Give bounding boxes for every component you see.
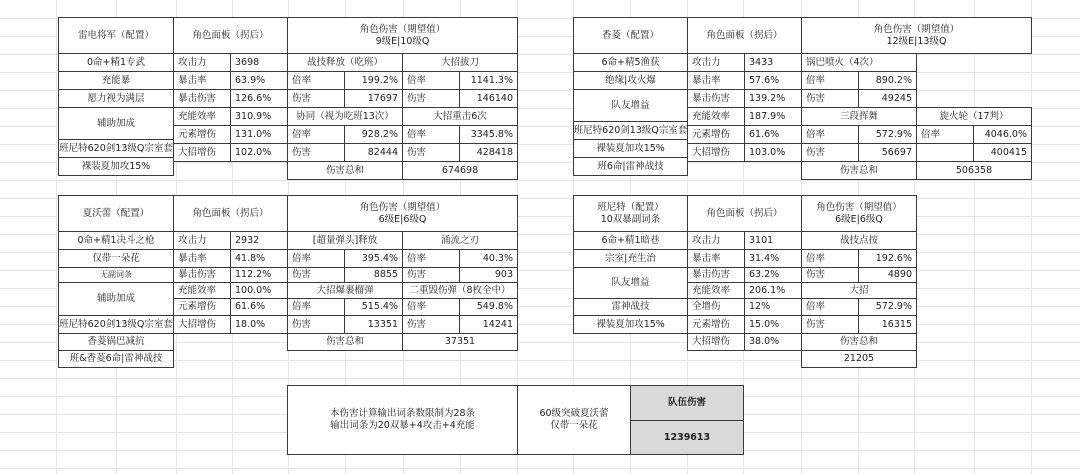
panel-stat-value: 15.0% xyxy=(744,315,802,334)
row-value: 17697 xyxy=(344,89,403,108)
config-item: 班尼特620剑13级Q宗室套 xyxy=(58,139,174,158)
row-value: 13351 xyxy=(344,315,403,334)
config-item: 仅带一朵花 xyxy=(58,249,174,268)
row-value: 199.2% xyxy=(344,71,403,90)
row-value: 4046.0% xyxy=(973,125,1032,144)
panel-stat-label: 攻击力 xyxy=(687,53,745,72)
row-label: 倍率 xyxy=(287,125,345,144)
config-item: 辅助加成 xyxy=(58,282,174,316)
panel-stat-value: 41.8% xyxy=(230,249,288,268)
panel-stat-label: 元素增伤 xyxy=(173,298,231,316)
chevreuse-note xyxy=(517,385,631,455)
chevreuse-note-line: 60级突破夏沃蕾 xyxy=(539,408,609,420)
config-item: 0命+精1决斗之枪 xyxy=(58,231,174,250)
row-value: 3345.8% xyxy=(459,125,518,144)
skill-header: 协同（视为吃班13次） xyxy=(287,107,403,126)
row-value: 1141.3% xyxy=(459,71,518,90)
panel-stat-label: 暴击率 xyxy=(687,249,745,268)
panel-stat-value: 139.2% xyxy=(744,89,802,108)
calc-note xyxy=(287,385,518,455)
panel-stat-value: 61.6% xyxy=(744,125,802,144)
config-item: 无副词条 xyxy=(58,267,174,283)
panel-stat-label: 暴击伤害 xyxy=(687,89,745,108)
calc-note-line: 输出词条为20双暴+4攻击+4充能 xyxy=(330,420,475,431)
grid-line xyxy=(0,180,1080,181)
skill-header: 大招爆裹榴弹 xyxy=(287,282,403,299)
panel-stat-value: 187.9% xyxy=(744,107,802,126)
damage-title-text: 角色伤害（期望值） xyxy=(359,23,446,35)
config-item: 0命+精1专武 xyxy=(58,53,174,72)
panel-stat-value: 310.9% xyxy=(230,107,288,126)
row-label: 倍率 xyxy=(801,125,859,144)
panel-stat-label: 充能效率 xyxy=(687,282,745,299)
panel-stat-label: 暴击率 xyxy=(173,71,231,90)
panel-stat-label: 充能效率 xyxy=(687,107,745,126)
damage-title-text: 角色伤害（期望值） xyxy=(873,23,960,35)
damage-subtitle: 9级E|10级Q xyxy=(375,35,430,47)
row-value: 395.4% xyxy=(344,249,403,268)
panel-stat-value: 112.2% xyxy=(230,267,288,283)
total-label: 伤害总和 xyxy=(801,161,917,180)
damage-title xyxy=(287,17,518,54)
total-label: 伤害总和 xyxy=(287,333,403,351)
config-item: 班尼特620剑13级Q宗室套 xyxy=(573,121,688,140)
row-value: 572.9% xyxy=(858,298,917,316)
config-title: 香菱（配置） xyxy=(573,17,688,54)
skill-header: 锅巴喷火（4次） xyxy=(801,53,917,72)
config-item: 香菱锅巴减抗 xyxy=(58,333,174,351)
config-item: 裸装夏加攻15% xyxy=(58,157,174,176)
skill-header: 涌流之刃 xyxy=(402,231,518,250)
row-label: 伤害 xyxy=(287,315,345,334)
row-label: 倍率 xyxy=(801,298,859,316)
team-damage-label: 队伍伤害 xyxy=(630,385,744,421)
panel-title: 角色面板（拐后） xyxy=(687,17,802,54)
total-value: 21205 xyxy=(801,350,917,368)
config-item: 宗室|充生治 xyxy=(573,249,688,268)
config-title-text: 班尼特（配置） xyxy=(597,201,664,213)
config-title: 夏沃蕾（配置） xyxy=(58,195,174,232)
skill-header: [超量弹头]释放 xyxy=(287,231,403,250)
panel-stat-label: 大招增伤 xyxy=(173,143,231,162)
panel-stat-label: 大招增伤 xyxy=(687,333,745,351)
total-label: 伤害总和 xyxy=(287,161,403,180)
chevreuse-note-line: 仅带一朵花 xyxy=(550,420,598,431)
row-label: 倍率 xyxy=(801,71,859,90)
panel-stat-label: 攻击力 xyxy=(687,231,745,250)
damage-title xyxy=(801,17,1032,54)
config-item: 6命+精5渔获 xyxy=(573,53,688,72)
skill-header: 二重毁伤弹（8枚全中） xyxy=(402,282,518,299)
damage-title xyxy=(801,195,917,232)
config-item: 6命+精1暗巷 xyxy=(573,231,688,250)
skill-header: 大招重击6次 xyxy=(402,107,518,126)
row-label: 倍率 xyxy=(402,125,460,144)
panel-stat-value: 103.0% xyxy=(744,143,802,162)
row-value: 192.6% xyxy=(858,249,917,268)
config-item: 裸装夏加攻15% xyxy=(573,315,688,334)
panel-stat-label: 元素增伤 xyxy=(173,125,231,144)
config-item: 辅助加成 xyxy=(58,107,174,140)
skill-header: 战技点按 xyxy=(801,231,917,250)
row-label: 倍率 xyxy=(916,125,974,144)
panel-stat-label: 暴击伤害 xyxy=(173,267,231,283)
row-value: 928.2% xyxy=(344,125,403,144)
total-value: 506358 xyxy=(916,161,1032,180)
damage-title xyxy=(287,195,518,232)
panel-stat-label: 暴击率 xyxy=(173,249,231,268)
grid-line xyxy=(1031,0,1032,474)
row-label: 倍率 xyxy=(402,249,460,268)
row-label: 倍率 xyxy=(402,71,460,90)
config-subtitle: 10双暴副词条 xyxy=(600,213,661,225)
panel-stat-value: 3433 xyxy=(744,53,802,72)
panel-stat-value: 3101 xyxy=(744,231,802,250)
row-value: 4890 xyxy=(858,267,917,283)
row-value: 82444 xyxy=(344,143,403,162)
panel-stat-value: 63.9% xyxy=(230,71,288,90)
panel-stat-value: 18.0% xyxy=(230,315,288,334)
skill-header: 旋火轮（17判） xyxy=(916,107,1032,126)
damage-subtitle: 6级E|6级Q xyxy=(378,213,427,225)
panel-stat-value: 61.6% xyxy=(230,298,288,316)
config-item: 班&香菱6命|雷神战技 xyxy=(58,350,174,368)
row-label: 倍率 xyxy=(287,71,345,90)
panel-title: 角色面板（拐后） xyxy=(173,195,288,232)
row-value: 903 xyxy=(459,267,518,283)
row-label xyxy=(916,143,974,162)
row-value: 14241 xyxy=(459,315,518,334)
grid-line xyxy=(0,468,1080,469)
panel-stat-value: 102.0% xyxy=(230,143,288,162)
panel-stat-label: 元素增伤 xyxy=(687,125,745,144)
panel-stat-label: 充能效率 xyxy=(173,282,231,299)
panel-stat-value: 126.6% xyxy=(230,89,288,108)
skill-header: 三段挥舞 xyxy=(801,107,917,126)
panel-stat-value: 3698 xyxy=(230,53,288,72)
row-label: 倍率 xyxy=(801,249,859,268)
config-item: 裸装夏加攻15% xyxy=(573,139,688,158)
total-value: 37351 xyxy=(402,333,518,351)
row-label: 伤害 xyxy=(801,315,859,334)
row-value: 890.2% xyxy=(858,71,917,90)
row-label: 伤害 xyxy=(402,315,460,334)
team-damage-total: 1239613 xyxy=(630,420,744,455)
panel-stat-label: 元素增伤 xyxy=(687,315,745,334)
skill-header: 战技释放（吃班） xyxy=(287,53,403,72)
config-item: 队友增益 xyxy=(573,267,688,299)
panel-stat-label: 大招增伤 xyxy=(173,315,231,334)
row-value: 428418 xyxy=(459,143,518,162)
config-item: 队友增益 xyxy=(573,89,688,122)
row-label: 倍率 xyxy=(287,298,345,316)
skill-header: 大招 xyxy=(801,282,917,299)
panel-stat-label: 暴击伤害 xyxy=(173,89,231,108)
panel-title: 角色面板（拐后） xyxy=(687,195,802,232)
panel-stat-value: 38.0% xyxy=(744,333,802,351)
config-item: 愿力视为满层 xyxy=(58,89,174,108)
grid-line xyxy=(0,378,1080,379)
grid-line xyxy=(974,0,975,474)
config-item: 班尼特620剑13级Q宗室套 xyxy=(58,315,174,334)
row-value: 40.3% xyxy=(459,249,518,268)
total-label: 伤害总和 xyxy=(801,333,917,351)
damage-title-text: 角色伤害（期望值） xyxy=(359,201,446,213)
row-value: 400415 xyxy=(973,143,1032,162)
row-value: 515.4% xyxy=(344,298,403,316)
panel-stat-value: 12% xyxy=(744,298,802,316)
config-item: 班6命|雷神战技 xyxy=(573,157,688,176)
panel-stat-label: 攻击力 xyxy=(173,231,231,250)
row-label: 伤害 xyxy=(402,267,460,283)
skill-header: 大招拔刀 xyxy=(402,53,518,72)
damage-subtitle: 6级E|6级Q xyxy=(835,213,883,225)
row-label: 倍率 xyxy=(402,298,460,316)
row-value: 56697 xyxy=(858,143,917,162)
panel-stat-value: 206.1% xyxy=(744,282,802,299)
row-label: 伤害 xyxy=(402,89,460,108)
panel-stat-value: 57.6% xyxy=(744,71,802,90)
config-title: 雷电将军（配置） xyxy=(58,17,174,54)
row-value: 49245 xyxy=(858,89,917,108)
config-title xyxy=(573,195,688,232)
row-label: 伤害 xyxy=(801,143,859,162)
config-item: 绝缘|攻火爆 xyxy=(573,71,688,90)
panel-stat-value: 100.0% xyxy=(230,282,288,299)
row-value: 8855 xyxy=(344,267,403,283)
row-label: 伤害 xyxy=(287,267,345,283)
row-label: 伤害 xyxy=(801,267,859,283)
panel-stat-value: 2932 xyxy=(230,231,288,250)
calc-note-line: 本伤害计算输出词条数限制为28条 xyxy=(329,408,476,420)
row-value: 572.9% xyxy=(858,125,917,144)
config-item: 充能暴 xyxy=(58,71,174,90)
config-item: 雷神战技 xyxy=(573,298,688,316)
row-value: 16315 xyxy=(858,315,917,334)
damage-title-text: 角色伤害（期望值） xyxy=(816,201,902,213)
damage-subtitle: 12级E|13级Q xyxy=(886,35,947,47)
panel-stat-value: 63.2% xyxy=(744,267,802,283)
panel-stat-value: 131.0% xyxy=(230,125,288,144)
panel-stat-label: 暴击率 xyxy=(687,71,745,90)
panel-stat-label: 全增伤 xyxy=(687,298,745,316)
row-label: 伤害 xyxy=(287,89,345,108)
row-value: 146140 xyxy=(459,89,518,108)
total-value: 674698 xyxy=(402,161,518,180)
row-label: 伤害 xyxy=(287,143,345,162)
row-label: 伤害 xyxy=(801,89,859,108)
row-label: 伤害 xyxy=(402,143,460,162)
panel-stat-label: 暴击伤害 xyxy=(687,267,745,283)
panel-stat-label: 攻击力 xyxy=(173,53,231,72)
grid-line xyxy=(56,0,57,474)
panel-title: 角色面板（拐后） xyxy=(173,17,288,54)
panel-stat-label: 充能效率 xyxy=(173,107,231,126)
panel-stat-value: 31.4% xyxy=(744,249,802,268)
row-value: 549.8% xyxy=(459,298,518,316)
row-label: 倍率 xyxy=(287,249,345,268)
panel-stat-label: 大招增伤 xyxy=(687,143,745,162)
